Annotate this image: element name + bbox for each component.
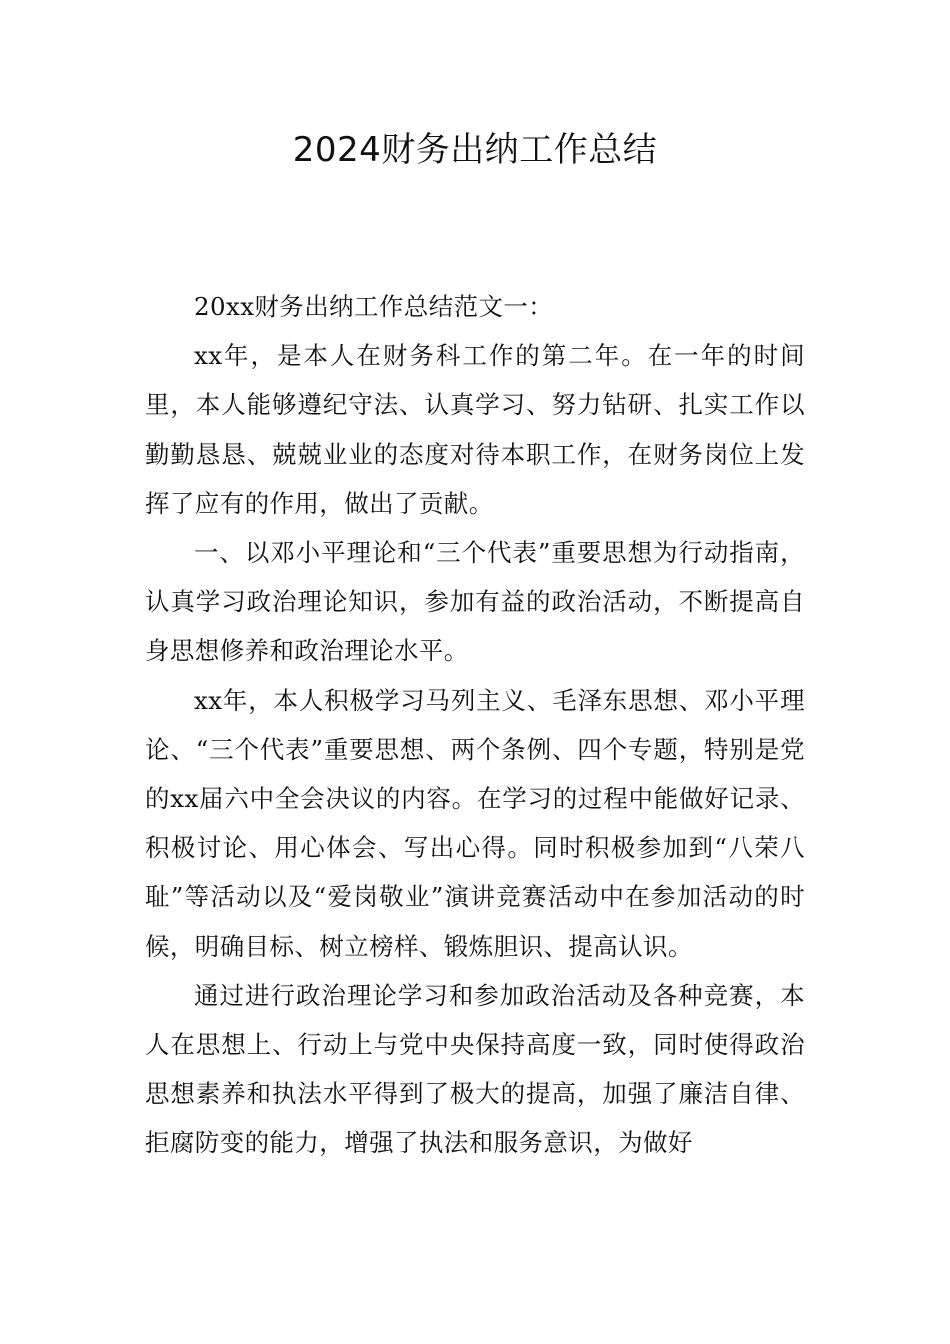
- paragraph-intro: xx年，是本人在财务科工作的第二年。在一年的时间里，本人能够遵纪守法、认真学习、努力钻研、扎实工作以勤勤恳恳、兢兢业业的态度对待本职工作，在财务岗位上发挥了应有的作用，做出了贡献。: [145, 341, 805, 518]
- document-body: [145, 282, 805, 1168]
- paragraph-results: 通过进行政治理论学习和参加政治活动及各种竞赛，本人在思想上、行动上与党中央保持高度一致，同时使得政治思想素养和执法水平得到了极大的提高，加强了廉洁自律、拒腐防变的能力，增强了执法和服务意识，为做好: [145, 980, 805, 1158]
- document-title: 2024财务出纳工作总结: [292, 130, 658, 170]
- paragraph-heading-sample: 20xx财务出纳工作总结范文一：: [194, 292, 554, 321]
- paragraph-study: xx年，本人积极学习马列主义、毛泽东思想、邓小平理论、“三个代表”重要思想、两个条例、四个专题，特别是党的xx届六中全会决议的内容。在学习的过程中能做好记录、积极讨论、用心体会、写出心得。同时积极参加到“八荣八耻”等活动以及“爱岗敬业”演讲竞赛活动中在参加活动的时候，明确目标、树立榜样、锻炼胆识、提高认识。: [145, 685, 805, 961]
- paragraph-section-one: 一、以邓小平理论和“三个代表”重要思想为行动指南，认真学习政治理论知识，参加有益的政治活动，不断提高自身思想修养和政治理论水平。: [145, 538, 805, 666]
